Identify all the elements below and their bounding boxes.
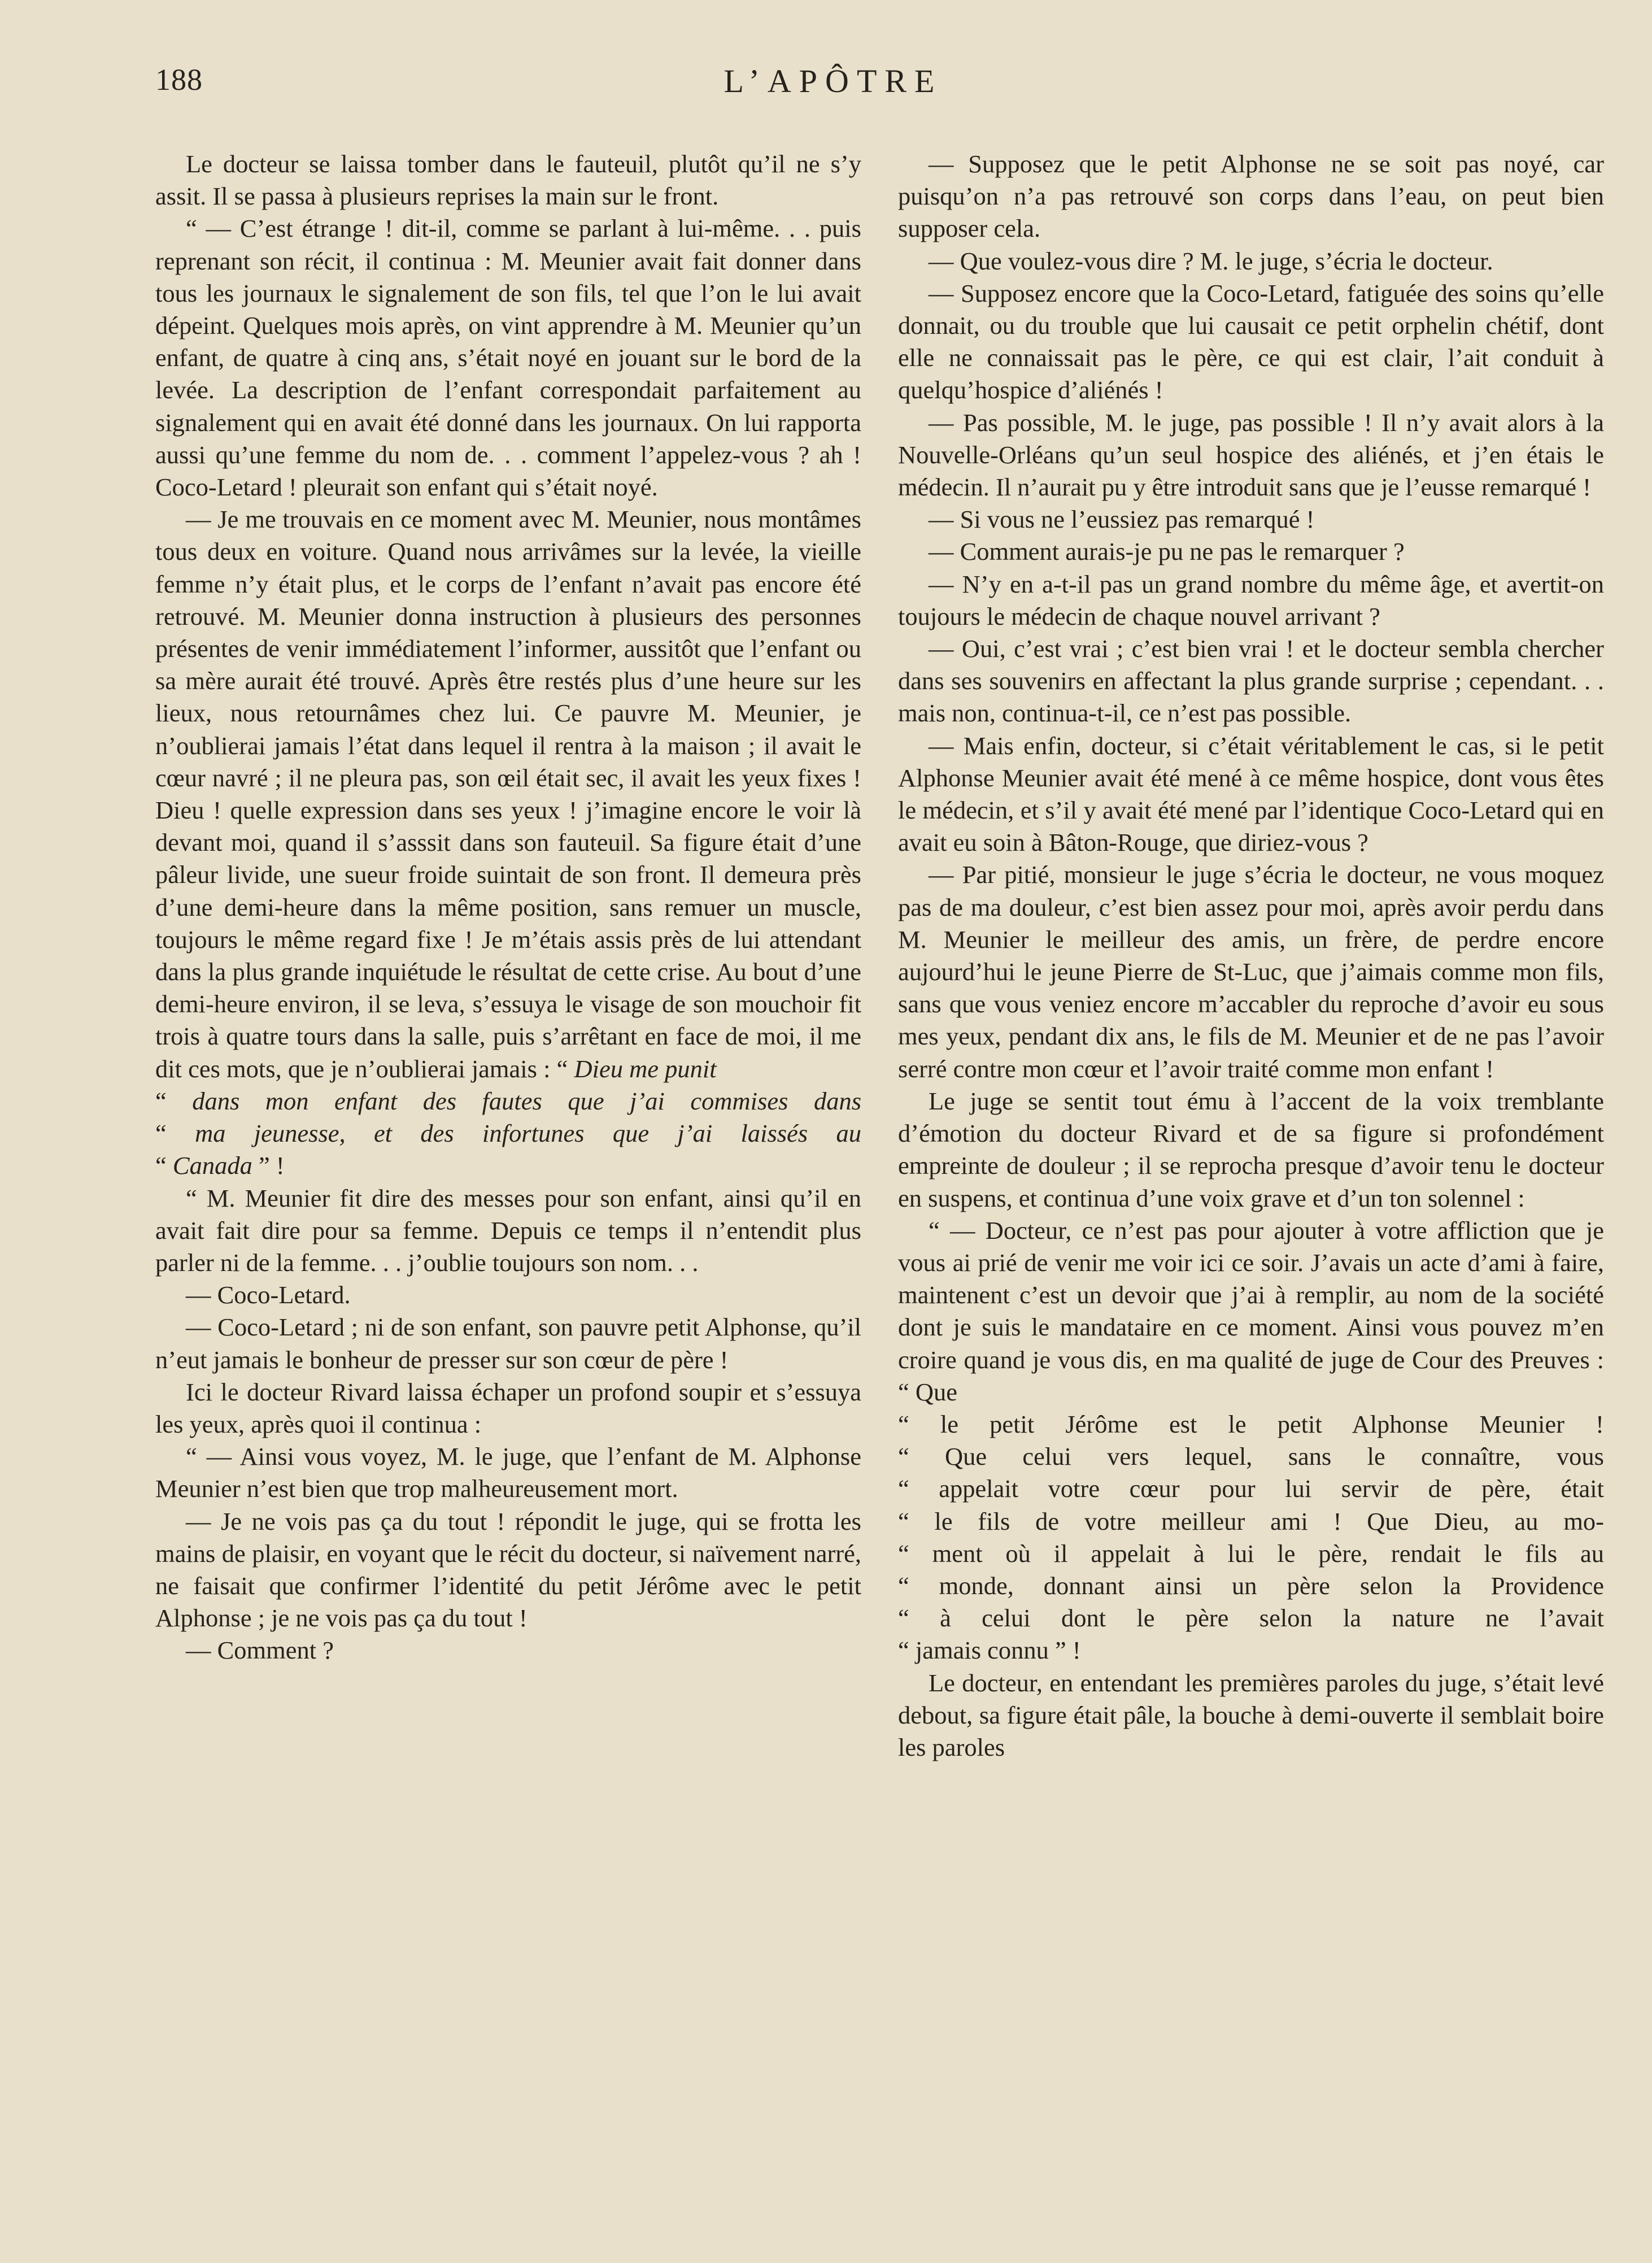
quote-line: “ jamais connu ” ! <box>898 1636 1081 1665</box>
paragraph: — Comment aurais-je pu ne pas le remarquer ? <box>929 537 1405 566</box>
paragraph: “ — C’est étrange ! dit-il, comme se parlant à lui-même. . . puis reprenant son récit, il continua : M. Meunier avait fait donner dans tous les journaux le signalement de son fils, tel que l’on le lui avait dépeint. Quelques mois après, on vint apprendre à M. Meunier qu’un enfant, de quatre à cinq ans, s’était noyé en jouant sur le bord de la levée. La description de l’enfant correspondait parfaitement au signalement qui en avait été donné dans les journaux. On lui rapporta aussi qu’une femme du nom de. . . comment l’appelez-vous ? ah ! Coco-Letard ! pleurait son enfant qui s’était noyé. <box>155 214 861 502</box>
italic-quote: dans mon enfant des fautes que j’ai commises dans <box>192 1086 862 1115</box>
paragraph: — Que voulez-vous dire ? M. le juge, s’écria le docteur. <box>929 246 1493 275</box>
right-column <box>898 148 1604 1764</box>
quote-line: “ Que celui vers lequel, sans le connaître, vous <box>898 1442 1604 1471</box>
quote-line <box>155 1085 861 1117</box>
paragraph: — Par pitié, monsieur le juge s’écria le docteur, ne vous moquez pas de ma douleur, c’est bien assez pour moi, après avoir perdu dans M. Meunier le meilleur des amis, un frère, de perdre encore aujourd’hui le jeune Pierre de St-Luc, que j’aimais comme mon fils, sans que vous veniez encore m’accabler du reproche d’avoir eu sous mes yeux, pendant dix ans, le fils de M. Meunier et de ne pas l’avoir serré contre mon cœur et l’avoir traité comme mon enfant ! <box>898 860 1604 1083</box>
italic-quote: Canada <box>172 1151 252 1180</box>
page-number: 188 <box>155 63 203 97</box>
quote-line: “ le petit Jérôme est le petit Alphonse Meunier ! <box>898 1409 1604 1438</box>
paragraph: — Pas possible, M. le juge, pas possible ! Il n’y avait alors à la Nouvelle-Orléans qu’un seul hospice des aliénés, et j’en étais le médecin. Il n’aurait pu y être introduit sans que je l’eusse remarqué ! <box>898 408 1604 502</box>
paragraph: — Coco-Letard. <box>186 1281 351 1309</box>
quote-line <box>155 1150 861 1182</box>
paragraph: — Si vous ne l’eussiez pas remarqué ! <box>929 505 1315 534</box>
quote-line <box>155 1117 861 1150</box>
paragraph: — N’y en a-t-il pas un grand nombre du même âge, et avertit-on toujours le médecin de chaque nouvel arrivant ? <box>898 569 1604 630</box>
paragraph: “ — Ainsi vous voyez, M. le juge, que l’enfant de M. Alphonse Meunier n’est bien que trop malheureusement mort. <box>155 1442 861 1503</box>
quote-mark: “ <box>155 1151 167 1180</box>
running-title: L’APÔTRE <box>723 63 943 99</box>
quote-line: “ le fils de votre meilleur ami ! Que Dieu, au mo- <box>898 1507 1604 1535</box>
paragraph: — Supposez encore que la Coco-Letard, fatiguée des soins qu’elle donnait, ou du trouble que lui causait ce petit orphelin chétif, dont elle ne connaissait pas le père, ce qui est clair, l’ait conduit à quelqu’hospice d’aliénés ! <box>898 278 1604 404</box>
quote-end: ” ! <box>252 1151 285 1180</box>
quote-line: “ à celui dont le père selon la nature ne l’avait <box>898 1604 1604 1633</box>
paragraph-text: — Je me trouvais en ce moment avec M. Meunier, nous montâmes tous deux en voiture. Quand nous arrivâmes sur la levée, la vieille femme n’y était plus, et le corps de l’enfant n’avait pas encore été retrouvé. M. Meunier donna instruction à plusieurs des personnes présentes de venir immédiatement l’informer, aussitôt que l’enfant ou sa mère aurait été trouvé. Après être restés plus d’une heure sur les lieux, nous retournâmes chez lui. Ce pauvre M. Meunier, je n’oublierai jamais l’état dans lequel il rentra à la maison ; il avait le cœur navré ; il ne pleura pas, son œil était sec, il avait les yeux fixes ! Dieu ! quelle expression dans ses yeux ! j’imagine encore le voir là devant moi, quand il s’asssit dans son fauteuil. Sa figure était d’une pâleur livide, une sueur froide suintait de son front. Il demeura près d’une demi-heure dans la même position, sans remuer un muscle, toujours le même regard fixe ! Je m’étais assis près de lui attendant dans la plus grande inquiétude le résultat de cette crise. Au bout d’une demi-heure environ, il se leva, s’essuya le visage de son mouchoir fit trois à quatre tours dans la salle, puis s’arrêtant en face de moi, il me dit ces mots, que je n’oublierai jamais : “ <box>155 505 861 1083</box>
page-header <box>155 62 1511 113</box>
paragraph: “ M. Meunier fit dire des messes pour son enfant, ainsi qu’il en avait fait dire pour sa femme. Depuis ce temps il n’entendit plus parler ni de la femme. . . j’oublie toujours son nom. . . <box>155 1183 861 1277</box>
italic-quote: ma jeunesse, et des infortunes que j’ai laissés au <box>195 1119 862 1148</box>
paragraph: “ — Docteur, ce n’est pas pour ajouter à votre affliction que je vous ai prié de venir me voir ici ce soir. J’avais un acte d’ami à faire, maintenent c’est un devoir que j’ai à remplir, au nom de la société dont je suis le mandataire en ce moment. Ainsi vous pouvez m’en croire quand je vous dis, en ma qualité de juge de Cour des Preuves : “ Que <box>898 1216 1604 1406</box>
quote-line: “ appelait votre cœur pour lui servir de père, était <box>898 1474 1604 1503</box>
paragraph: — Je ne vois pas ça du tout ! répondit le juge, qui se frotta les mains de plaisir, en voyant que le récit du docteur, si naïvement narré, ne faisait que confirmer l’identité du petit Jérôme avec le petit Alphonse ; je ne vois pas ça du tout ! <box>155 1507 861 1633</box>
paragraph: Ici le docteur Rivard laissa échaper un profond soupir et s’essuya les yeux, après quoi il continua : <box>155 1377 861 1438</box>
paragraph: — Supposez que le petit Alphonse ne se soit pas noyé, car puisqu’on n’a pas retrouvé son corps dans l’eau, on peut bien supposer cela. <box>898 150 1604 243</box>
italic-quote: Dieu me punit <box>574 1054 717 1083</box>
quote-mark: “ <box>155 1086 167 1115</box>
left-column <box>155 148 861 1667</box>
quote-line: “ ment où il appelait à lui le père, rendait le fils au <box>898 1539 1604 1568</box>
paragraph: — Comment ? <box>186 1636 334 1665</box>
paragraph: — Mais enfin, docteur, si c’était véritablement le cas, si le petit Alphonse Meunier avait été mené à ce même hospice, dont vous êtes le médecin, et s’il y avait été mené par l’identique Coco-Letard qui en avait eu soin à Bâton-Rouge, que diriez-vous ? <box>898 731 1604 857</box>
quote-line: “ monde, donnant ainsi un père selon la Providence <box>898 1571 1604 1600</box>
paragraph: Le juge se sentit tout ému à l’accent de la voix tremblante d’émotion du docteur Rivard et de sa figure si profondément empreinte de douleur ; il se reprocha presque d’avoir tenu le docteur en suspens, et continua d’une voix grave et d’un ton solennel : <box>898 1086 1604 1212</box>
paragraph <box>155 503 861 1085</box>
paragraph: Le docteur, en entendant les premières paroles du juge, s’était levé debout, sa figure était pâle, la bouche à demi-ouverte il semblait boire les paroles <box>898 1668 1604 1761</box>
paragraph: — Oui, c’est vrai ; c’est bien vrai ! et le docteur sembla chercher dans ses souvenirs en affectant la plus grande surprise ; cependant. . . mais non, continua-t-il, ce n’est pas possible. <box>898 634 1604 728</box>
paragraph: Le docteur se laissa tomber dans le fauteuil, plutôt qu’il ne s’y assit. Il se passa à plusieurs reprises la main sur le front. <box>155 150 861 211</box>
paragraph: — Coco-Letard ; ni de son enfant, son pauvre petit Alphonse, qu’il n’eut jamais le bonheur de presser sur son cœur de père ! <box>155 1313 861 1374</box>
quote-mark: “ <box>155 1119 167 1148</box>
